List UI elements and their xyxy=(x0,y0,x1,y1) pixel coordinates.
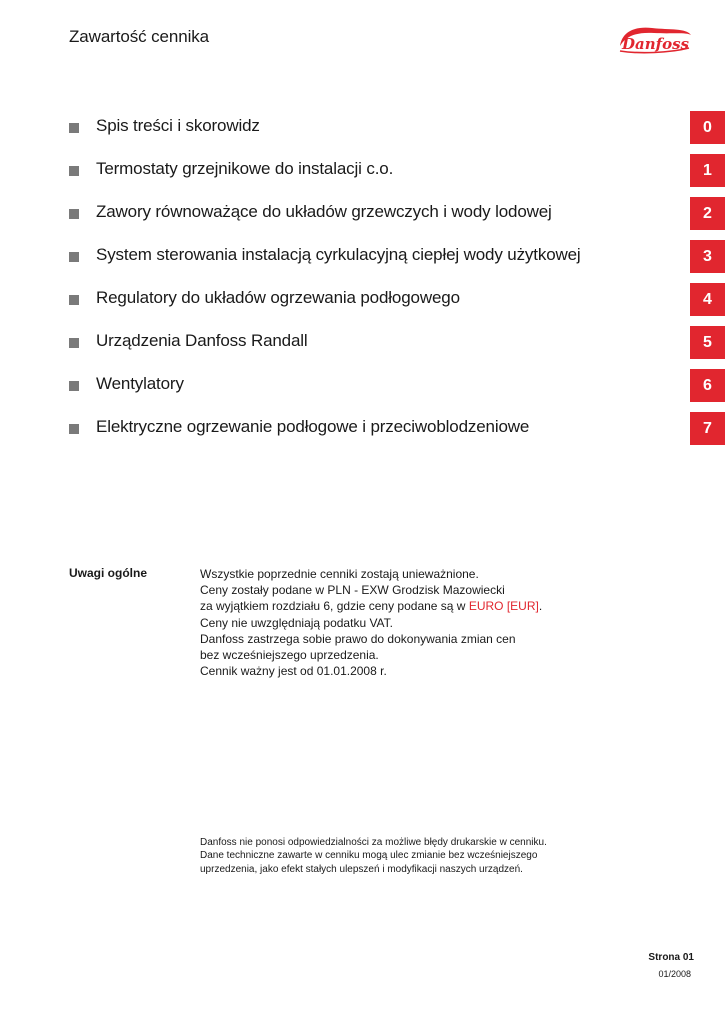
currency-highlight: EURO [EUR] xyxy=(468,599,539,614)
notes-line: Ceny nie uwzględniają podatku VAT. xyxy=(200,615,394,630)
notes-heading: Uwagi ogólne xyxy=(69,566,147,580)
toc-item-label[interactable]: Spis treści i skorowidz xyxy=(96,116,260,135)
toc-item[interactable] xyxy=(0,369,725,401)
bullet-square-icon xyxy=(69,424,79,434)
bullet-square-icon xyxy=(69,295,79,305)
toc-item-label[interactable]: Wentylatory xyxy=(96,374,184,393)
toc-item[interactable] xyxy=(0,111,725,143)
toc-item[interactable] xyxy=(0,326,725,358)
section-tab[interactable]: 6 xyxy=(690,369,725,402)
section-tab[interactable]: 4 xyxy=(690,283,725,316)
section-tab[interactable]: 7 xyxy=(690,412,725,445)
toc-item[interactable] xyxy=(0,283,725,315)
section-tab[interactable]: 5 xyxy=(690,326,725,359)
section-tab[interactable]: 3 xyxy=(690,240,725,273)
danfoss-logo xyxy=(614,22,694,58)
danfoss-logo-text: Danfoss xyxy=(622,35,689,53)
notes-line: Ceny zostały podane w PLN - EXW Grodzisk Mazowiecki xyxy=(200,583,505,598)
toc-item[interactable] xyxy=(0,412,725,444)
danfoss-logo-mark xyxy=(614,22,694,58)
toc-item-label[interactable]: Regulatory do układów ogrzewania podłogowego xyxy=(96,288,460,307)
section-tab[interactable]: 0 xyxy=(690,111,725,144)
toc-item-label[interactable]: Urządzenia Danfoss Randall xyxy=(96,331,308,350)
notes-body xyxy=(200,566,542,679)
bullet-square-icon xyxy=(69,166,79,176)
disclaimer-line: Dane techniczne zawarte w cenniku mogą ulec zmianie bez wcześniejszego xyxy=(200,850,538,862)
toc-item-label[interactable]: System sterowania instalacją cyrkulacyjną ciepłej wody użytkowej xyxy=(96,245,581,264)
notes-line-text: za wyjątkiem rozdziału 6, gdzie ceny podane są w xyxy=(200,599,469,614)
section-tab[interactable]: 2 xyxy=(690,197,725,230)
bullet-square-icon xyxy=(69,252,79,262)
bullet-square-icon xyxy=(69,381,79,391)
page-title: Zawartość cennika xyxy=(69,27,210,46)
notes-line: Danfoss zastrzega sobie prawo do dokonywania zmian cen xyxy=(200,631,516,646)
page-number: Strona 01 xyxy=(648,952,694,963)
notes-line: bez wcześniejszego uprzedzenia. xyxy=(200,648,379,663)
toc-item[interactable] xyxy=(0,197,725,229)
bullet-square-icon xyxy=(69,123,79,133)
disclaimer xyxy=(200,836,547,876)
toc-item-label[interactable]: Zawory równoważące do układów grzewczych i wody lodowej xyxy=(96,202,552,221)
notes-line: Wszystkie poprzednie cenniki zostają unieważnione. xyxy=(200,567,479,581)
disclaimer-line: uprzedzenia, jako efekt stałych ulepszeń i modyfikacji naszych urządzeń. xyxy=(200,863,523,875)
toc-item-label[interactable]: Elektryczne ogrzewanie podłogowe i przeciwoblodzeniowe xyxy=(96,417,530,436)
toc-item[interactable] xyxy=(0,154,725,186)
page-date: 01/2008 xyxy=(658,969,691,979)
section-tab[interactable]: 1 xyxy=(690,154,725,187)
toc-item-label[interactable]: Termostaty grzejnikowe do instalacji c.o. xyxy=(96,159,394,178)
disclaimer-line: Danfoss nie ponosi odpowiedzialności za możliwe błędy drukarskie w cenniku. xyxy=(200,837,547,848)
notes-line xyxy=(200,598,542,614)
notes-line: Cennik ważny jest od 01.01.2008 r. xyxy=(200,664,387,679)
bullet-square-icon xyxy=(69,209,79,219)
notes-line-text: . xyxy=(538,599,543,614)
bullet-square-icon xyxy=(69,338,79,348)
toc-item[interactable] xyxy=(0,240,725,272)
